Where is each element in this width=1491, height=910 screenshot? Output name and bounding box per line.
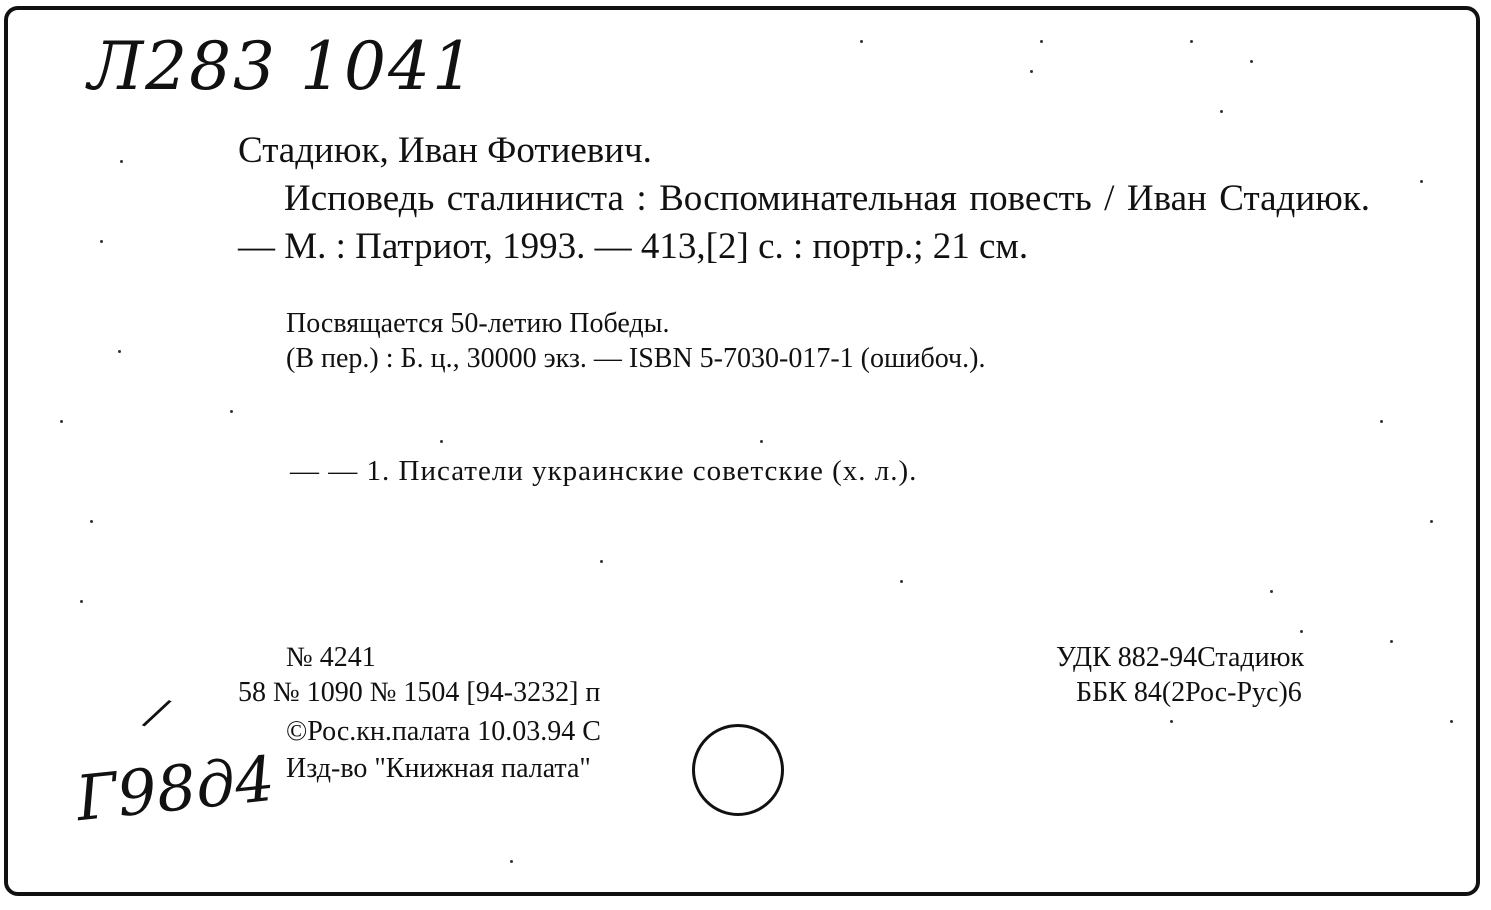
title-and-imprint: Исповедь сталиниста : Воспоминательная повесть / Иван Стадиюк. — М. : Патриот, 1993. — 413,[2] с. : портр.; 21 см. xyxy=(238,178,1370,267)
bbk-code: ББК 84(2Рос-Рус)6 xyxy=(1076,677,1302,708)
handwritten-call-number: Л283 1041 xyxy=(88,28,476,105)
record-number: № 4241 xyxy=(286,642,376,673)
price-isbn-line: (В пер.) : Б. ц., 30000 экз. — ISBN 5-7030-017-1 (ошибоч.). xyxy=(286,343,986,374)
publisher-line: Изд-во "Книжная палата" xyxy=(286,753,591,784)
author-heading: Стадиюк, Иван Фотиевич. xyxy=(238,130,652,171)
chamber-date-line: ©Рос.кн.палата 10.03.94 С xyxy=(286,716,601,747)
udk-code: УДК 882-94Стадиюк xyxy=(1056,642,1305,673)
round-stamp xyxy=(692,724,784,816)
handwritten-shelf-mark: Г98д4 xyxy=(72,741,278,836)
handwritten-slash: / xyxy=(142,689,171,737)
dedication-note: Посвящается 50-летию Победы. xyxy=(286,308,670,339)
bibliographic-description xyxy=(238,127,1370,271)
subject-heading: — — 1. Писатели украинские советские (х. л.). xyxy=(290,455,918,487)
registration-line: 58 № 1090 № 1504 [94-3232] п xyxy=(238,677,601,708)
